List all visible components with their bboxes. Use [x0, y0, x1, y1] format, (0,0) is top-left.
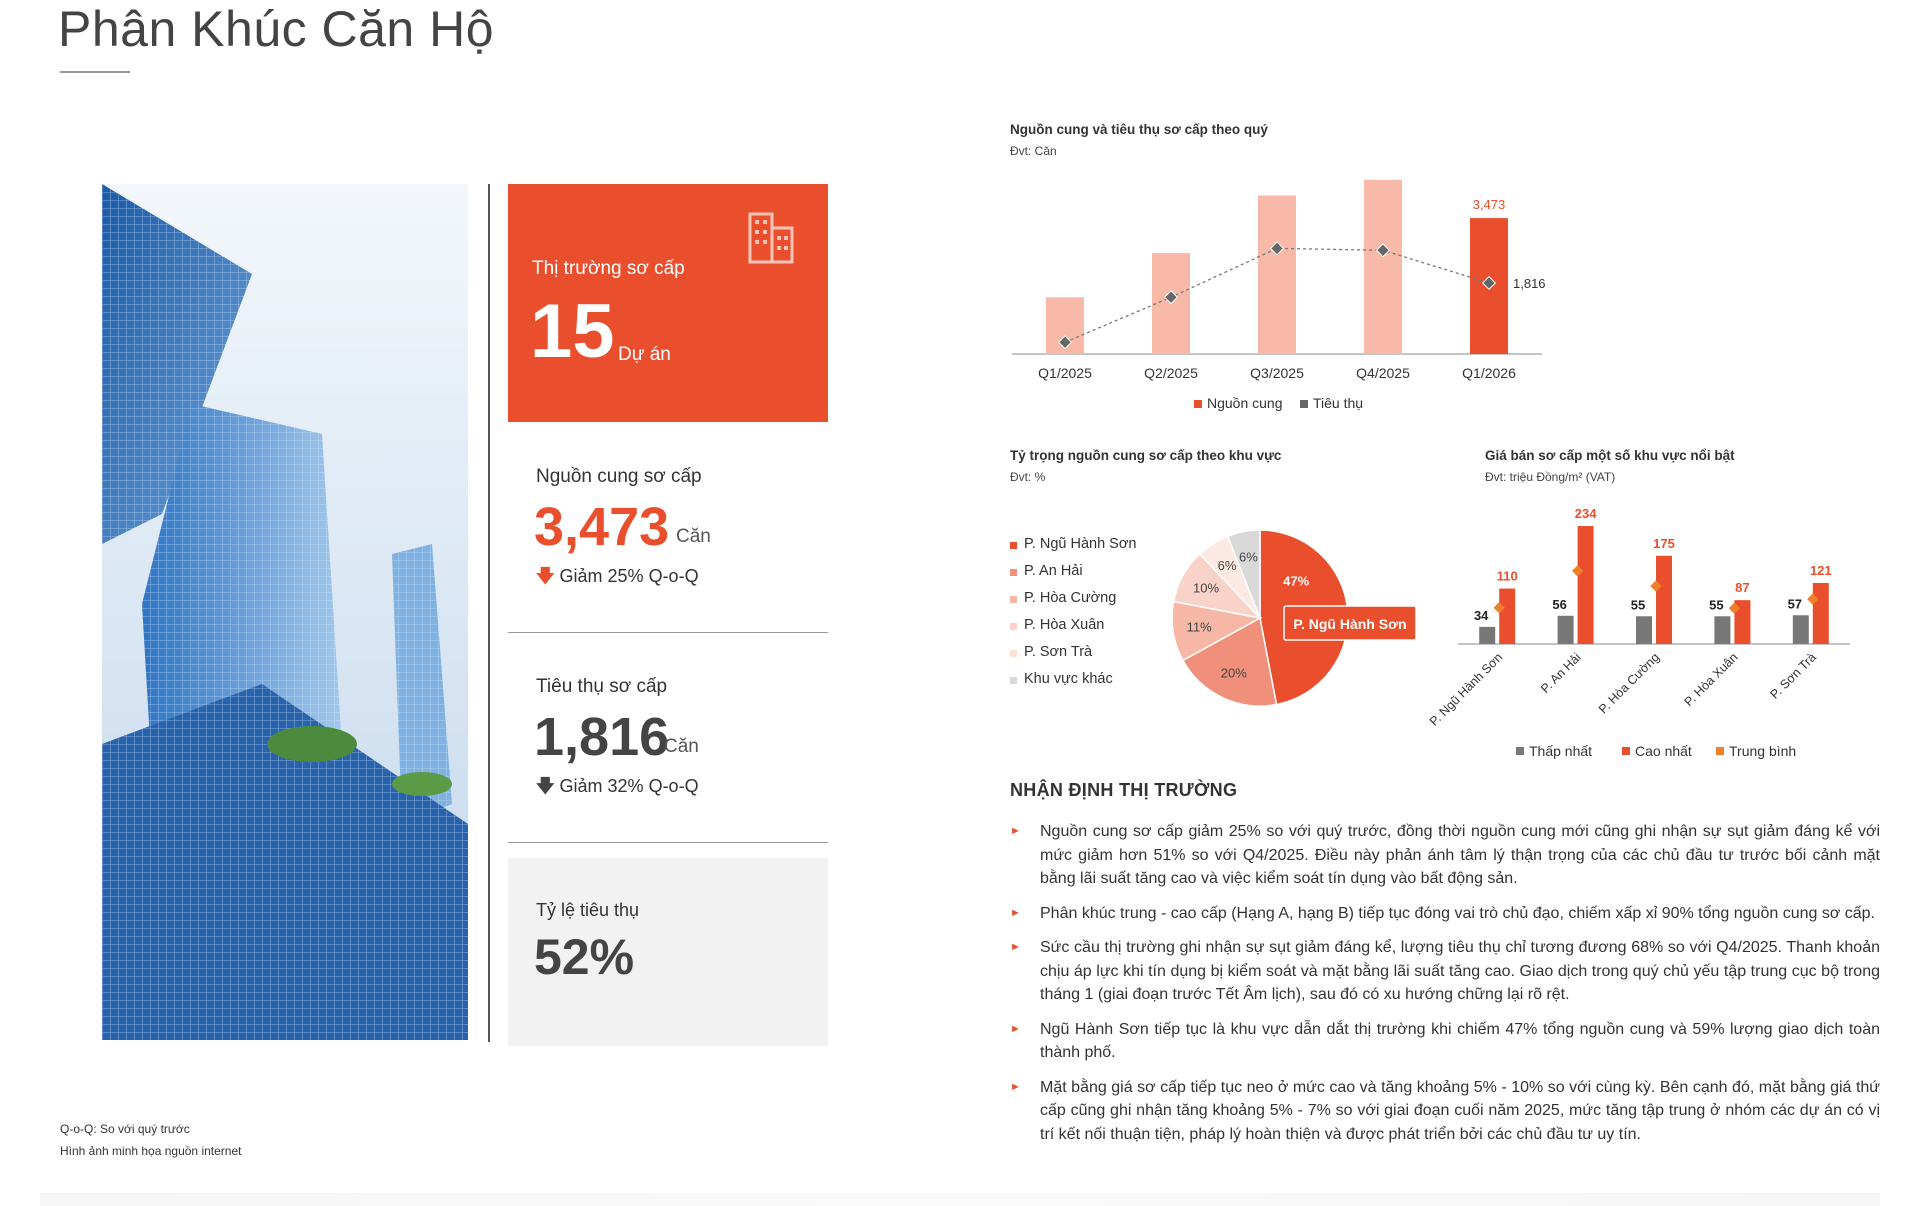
chart1-title: Nguồn cung và tiêu thụ sơ cấp theo quý — [1010, 122, 1268, 137]
building-photo — [102, 184, 468, 1040]
pie-legend-item — [1010, 563, 1136, 590]
max-price-label: 121 — [1809, 563, 1832, 579]
legend-swatch — [1716, 747, 1724, 755]
min-price-label: 55 — [1709, 597, 1724, 613]
bottom-band — [40, 1193, 1880, 1206]
kpi-separator — [508, 632, 828, 633]
bullet-text: Phân khúc trung - cao cấp (Hạng A, hạng B) tiếp tục đóng vai trò chủ đạo, chiếm xấp xỉ 90% tổng nguồn cung sơ cấp. — [1040, 904, 1876, 922]
divider-line — [488, 184, 490, 1042]
chart3-title: Giá bán sơ cấp một số khu vực nổi bật — [1485, 448, 1735, 463]
bullet-arrow-icon: ► — [1010, 825, 1021, 837]
analysis-title: NHẬN ĐỊNH THỊ TRƯỜNG — [1010, 780, 1238, 800]
kpi-sales-label: Tiêu thụ sơ cấp — [536, 676, 668, 697]
region-share-pie — [1150, 510, 1430, 710]
min-price-label: 55 — [1630, 597, 1646, 613]
pie-callout-label: P. Ngũ Hành Sơn — [1293, 616, 1407, 632]
max-price-label: 87 — [1735, 580, 1750, 596]
kpi-projects-value: 15 — [530, 289, 615, 374]
kpi-projects-label: Thị trường sơ cấp — [532, 258, 685, 279]
max-price-bar — [1499, 589, 1515, 644]
legend-swatch — [1010, 569, 1017, 576]
pie-legend-item — [1010, 590, 1136, 617]
legend-label-supply: Nguồn cung — [1207, 395, 1283, 411]
bullet-text: Sức cầu thị trường ghi nhận sự sụt giảm đáng kể, lượng tiêu thụ chỉ tương đương 68% so với Q4/2025. Thanh khoản chịu áp lực khi tín dụng bị kiểm soát và mặt bằng lãi suất tăng cao. Giao dịch trong quý chủ yếu tập trung cục bộ trong tháng 1 (giai đoạn trước Tết Âm lịch), sau đó có xu hướng chững lại rõ rệt. — [1040, 939, 1880, 1003]
min-price-label: 57 — [1787, 596, 1803, 612]
legend-swatch — [1010, 677, 1017, 684]
legend-swatch — [1010, 542, 1017, 549]
legend-label: Cao nhất — [1635, 743, 1692, 759]
pie-legend-item — [1010, 617, 1136, 644]
kpi-supply-label: Nguồn cung sơ cấp — [536, 466, 702, 487]
kpi-projects-unit: Dự án — [618, 344, 671, 365]
bullet-arrow-icon: ► — [1010, 1022, 1021, 1035]
kpi-absorption-label: Tỷ lệ tiêu thụ — [536, 900, 640, 920]
x-tick-label: P. An Hải — [1538, 650, 1584, 696]
analysis-bullet — [1010, 1076, 1880, 1147]
page-title: Phân Khúc Căn Hộ — [58, 1, 495, 57]
building-icon — [746, 210, 796, 269]
kpi-sales-change: 🡇 Giảm 32% Q-o-Q — [536, 776, 699, 796]
pie-legend — [1010, 536, 1136, 698]
x-tick-label: Q2/2025 — [1144, 365, 1198, 381]
legend-label: P. Ngũ Hành Sơn — [1024, 536, 1137, 552]
legend-swatch — [1622, 747, 1630, 755]
min-price-bar — [1479, 627, 1495, 644]
kpi-supply-card — [508, 440, 828, 630]
bullet-text: Nguồn cung sơ cấp giảm 25% so với quý trước, đồng thời nguồn cung mới cũng ghi nhận sự sụt giảm đáng kể với mức giảm hơn 51% so với Q4/2025. Điều này phản ánh tâm lý thận trọng của các chủ đầu tư trước bối cảnh mặt bằng lãi suất tăng cao và việc kiểm soát tín dụng vào bất động sản. — [1040, 823, 1880, 887]
down-arrow-icon: 🡇 — [536, 776, 555, 796]
analysis-list — [1010, 820, 1880, 1157]
legend-label: P. Hòa Cường — [1024, 590, 1117, 606]
kpi-absorption-value: 52% — [534, 929, 635, 985]
max-price-bar — [1813, 583, 1829, 644]
x-tick-label: Q1/2025 — [1038, 365, 1092, 381]
pie-slice-label: 6% — [1239, 549, 1258, 565]
kpi-absorption-card — [508, 858, 828, 1046]
kpi-sales-unit: Căn — [664, 736, 699, 757]
legend-swatch-sales — [1300, 400, 1308, 408]
kpi-supply-change: 🡇 Giảm 25% Q-o-Q — [536, 566, 699, 586]
pie-legend-item — [1010, 644, 1136, 671]
pie-slice-label: 47% — [1283, 573, 1310, 589]
pie-legend-item — [1010, 671, 1136, 698]
line-data-label: 1,816 — [1513, 275, 1546, 291]
kpi-sales-card — [508, 650, 828, 840]
max-price-label: 110 — [1496, 568, 1518, 584]
chart2-unit: Đvt: % — [1010, 470, 1046, 484]
bullet-arrow-icon: ► — [1010, 906, 1021, 919]
analysis-bullet — [1010, 1018, 1880, 1065]
bullet-arrow-icon: ► — [1010, 1080, 1021, 1093]
price-chart — [1426, 490, 1880, 770]
pie-legend-item — [1010, 536, 1136, 563]
legend-swatch-supply — [1194, 400, 1202, 408]
kpi-supply-unit: Căn — [676, 526, 711, 547]
x-tick-label: P. Sơn Trà — [1767, 650, 1819, 702]
legend-label: P. An Hải — [1024, 563, 1083, 579]
down-arrow-icon: 🡇 — [536, 566, 555, 586]
bar-data-label: 3,473 — [1472, 197, 1506, 213]
min-price-label: 34 — [1473, 607, 1489, 623]
pie-slice-label: 6% — [1217, 557, 1237, 573]
legend-swatch — [1010, 596, 1017, 603]
min-price-bar — [1793, 615, 1809, 644]
legend-label: P. Hòa Xuân — [1024, 617, 1105, 633]
chart3-unit: Đvt: triệu Đồng/m² (VAT) — [1485, 470, 1616, 484]
footnote-image-source: Hình ảnh minh họa nguồn internet — [60, 1144, 242, 1158]
legend-swatch — [1010, 650, 1017, 657]
x-tick-label: Q1/2026 — [1462, 365, 1516, 381]
legend-swatch — [1516, 747, 1524, 755]
max-price-bar — [1578, 526, 1594, 644]
legend-label: P. Sơn Trà — [1024, 644, 1093, 660]
max-price-bar — [1656, 556, 1672, 644]
kpi-sales-value: 1,816 — [534, 707, 670, 767]
analysis-bullet — [1010, 820, 1880, 891]
max-price-label: 234 — [1574, 506, 1597, 522]
legend-swatch — [1010, 623, 1017, 630]
pie-slice-label: 11% — [1186, 619, 1212, 635]
min-price-bar — [1714, 616, 1730, 644]
pie-slice-label: 20% — [1220, 665, 1247, 681]
supply-bar — [1364, 180, 1402, 354]
max-price-label: 175 — [1653, 535, 1675, 551]
legend-label: Thấp nhất — [1529, 743, 1593, 759]
pie-slice-label: 10% — [1193, 580, 1220, 596]
supply-bar — [1258, 196, 1296, 354]
kpi-supply-value: 3,473 — [534, 497, 670, 557]
title-underline — [60, 71, 130, 73]
kpi-projects-card — [508, 184, 828, 422]
x-tick-label: P. Ngũ Hành Sơn — [1426, 650, 1506, 729]
x-tick-label: P. Hòa Cường — [1595, 650, 1663, 717]
min-price-bar — [1558, 616, 1574, 644]
bullet-text: Ngũ Hành Sơn tiếp tục là khu vực dẫn dắt thị trường khi chiếm 47% tổng nguồn cung và 59% lượng giao dịch toàn thành phố. — [1040, 1020, 1880, 1061]
analysis-bullet — [1010, 902, 1880, 926]
footnote-qoq: Q-o-Q: So với quý trước — [60, 1122, 190, 1136]
x-tick-label: P. Hòa Xuân — [1681, 650, 1741, 710]
chart2-title: Tỷ trọng nguồn cung sơ cấp theo khu vực — [1010, 448, 1282, 463]
chart1-unit: Đvt: Căn — [1010, 144, 1057, 158]
x-tick-label: Q3/2025 — [1250, 365, 1304, 381]
analysis-bullet — [1010, 936, 1880, 1007]
bullet-text: Mặt bằng giá sơ cấp tiếp tục neo ở mức cao và tăng khoảng 5% - 10% so với cùng kỳ. Bên cạnh đó, mặt bằng giá thứ cấp cũng ghi nhận tăng khoảng 5% - 7% so với giai đoạn cuối năm 2025, mức tăng tập trung ở nhóm các dự án có vị trí kết nối thuận tiện, pháp lý hoàn thiện và được phát triển bởi các chủ đầu tư uy tín. — [1040, 1078, 1880, 1143]
min-price-label: 56 — [1552, 596, 1567, 612]
x-tick-label: Q4/2025 — [1356, 365, 1410, 381]
min-price-bar — [1636, 616, 1652, 644]
kpi-separator — [508, 842, 828, 843]
legend-label-sales: Tiêu thụ — [1313, 395, 1364, 411]
supply-sales-chart — [1000, 170, 1560, 420]
bullet-arrow-icon: ► — [1010, 941, 1021, 953]
legend-label: Khu vực khác — [1024, 671, 1113, 687]
legend-label: Trung bình — [1729, 743, 1797, 759]
building-illustration — [102, 184, 468, 1040]
